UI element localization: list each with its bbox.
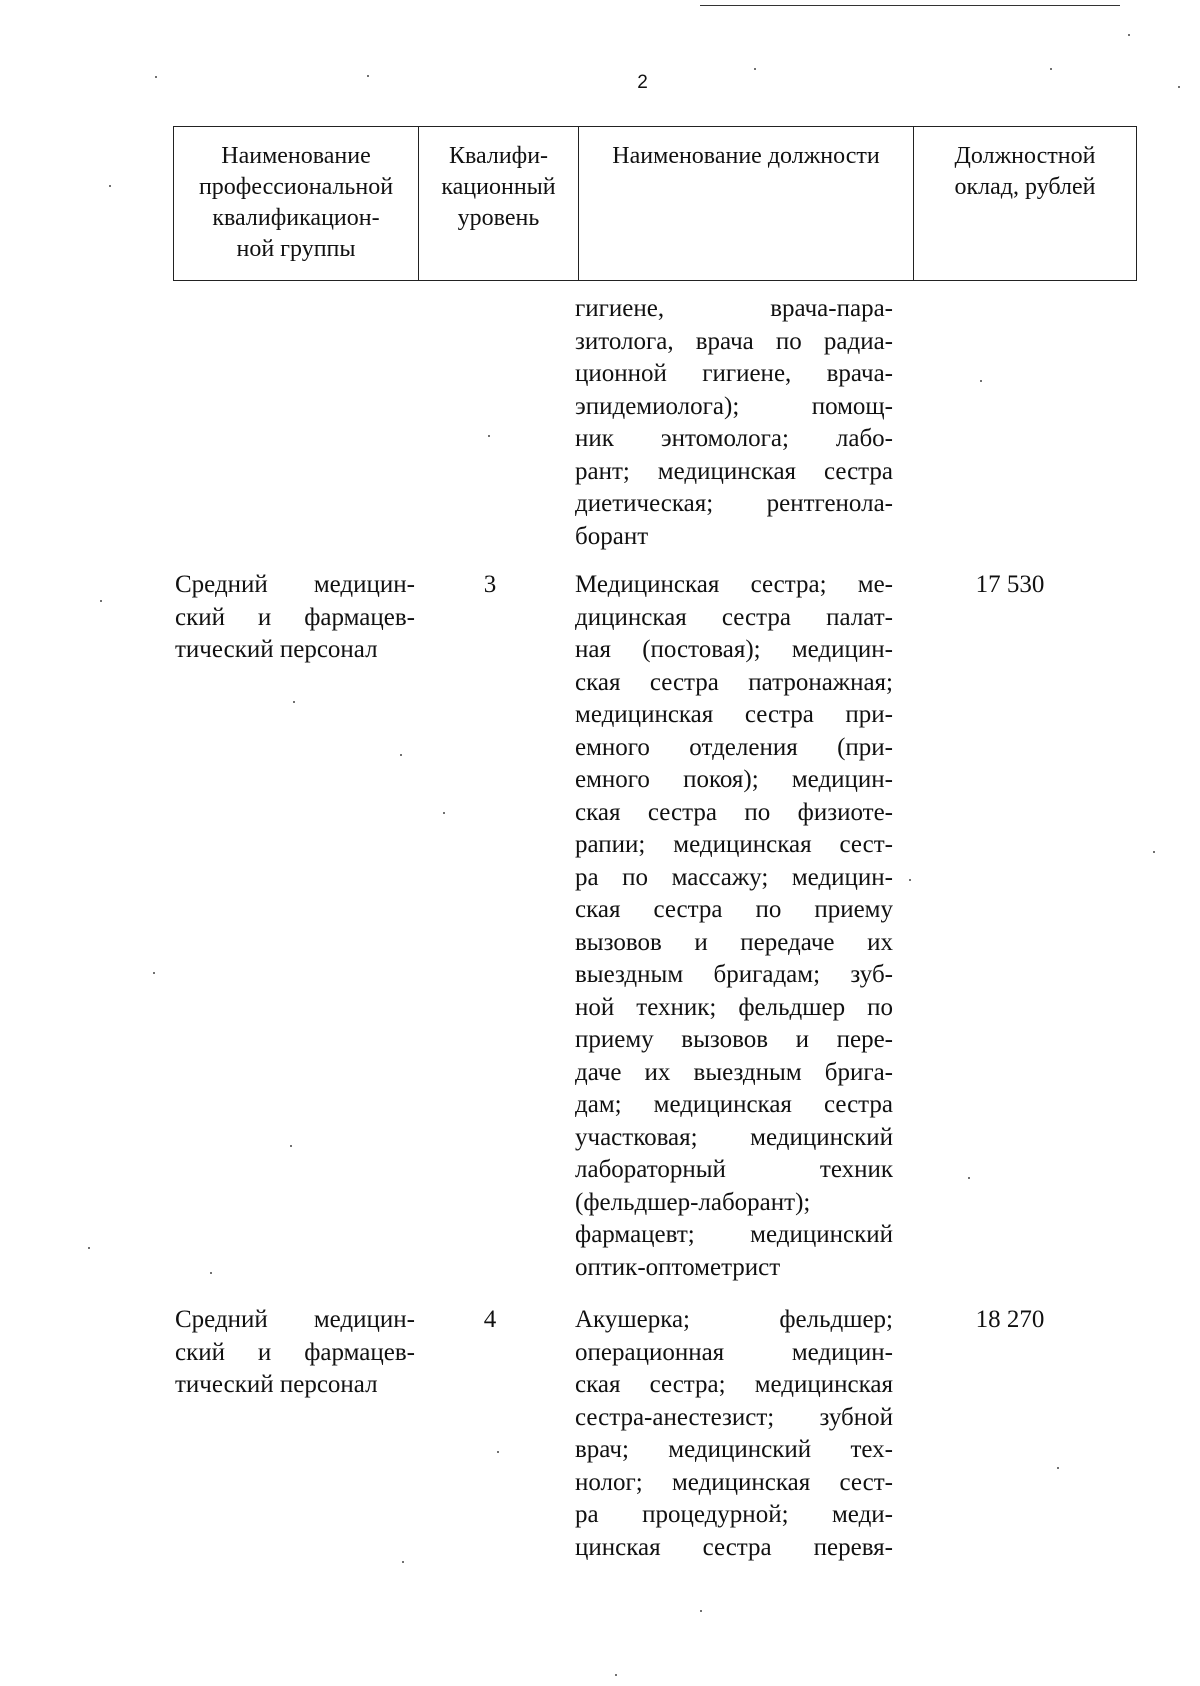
row-3-group: Средний медицин- ский и фармацев- тический персонал	[175, 571, 415, 663]
scan-speck	[290, 1145, 292, 1147]
scan-speck	[497, 1451, 499, 1453]
row-3-level: 3	[483, 571, 497, 598]
scan-speck	[1057, 1467, 1059, 1469]
page-number: 2	[637, 72, 648, 93]
scan-speck	[968, 1177, 970, 1179]
scan-speck	[293, 701, 295, 703]
scan-speck	[615, 1674, 617, 1676]
scan-speck	[1153, 851, 1155, 853]
scan-speck	[210, 1272, 212, 1274]
scan-speck	[367, 75, 369, 77]
top-rule	[700, 5, 1120, 6]
scan-speck	[402, 1561, 404, 1563]
scan-speck	[100, 600, 102, 602]
header-group-name: Наименование профессиональной квалификацион- ной группы	[174, 127, 419, 281]
table-header	[173, 126, 1137, 281]
scan-speck	[443, 812, 445, 814]
row-3-salary: 17 530	[975, 571, 1045, 598]
row-4-level: 4	[483, 1306, 497, 1333]
row-3-positions: Медицинская сестра; ме- дицинская сестра палат- ная (постовая); медицин- ская сестра патронажная; медицинская сестра при- емного отделения (при- емного покоя); медицин- ская сестра по физиоте- рапии; медицинская сест- ра по массажу; медицин- ская сестра по приему вызовов и передаче их выездным бригадам; зуб- ной техник; фельдшер по приему вызовов и пере- даче их выездным брига- дам; медицинская сестра участковая; медицинский лабораторный техник (фельдшер-лаборант); фармацевт; медицинский оптик-оптометрист	[575, 571, 893, 1281]
scan-speck	[488, 435, 490, 437]
continuation-positions: гигиене, врача-пара- зитолога, врача по радиа- ционной гигиене, врача- эпидемиолога); помощ- ник энтомолога; лабо- рант; медицинская сестра диетическая; рентгенола- борант	[575, 295, 893, 550]
row-4-positions: Акушерка; фельдшер; операционная медицин- ская сестра; медицинская сестра-анестезист; зубной врач; медицинский тех- нолог; медицинская сест- ра процедурной; меди- цинская сестра перевя-	[575, 1306, 893, 1561]
scan-speck	[980, 380, 982, 382]
scan-speck	[109, 185, 111, 187]
scan-speck	[754, 68, 756, 70]
scan-speck	[400, 754, 402, 756]
scan-speck	[88, 1247, 90, 1249]
scan-speck	[909, 879, 911, 881]
scan-speck	[1128, 34, 1130, 36]
header-salary: Должностной оклад, рублей	[914, 127, 1137, 281]
header-qualification-level: Квалифи- кационный уровень	[419, 127, 579, 281]
row-4-salary: 18 270	[975, 1306, 1045, 1333]
scan-speck	[155, 76, 157, 78]
scan-speck	[1178, 86, 1180, 88]
scan-speck	[153, 972, 155, 974]
row-4-group: Средний медицин- ский и фармацев- тический персонал	[175, 1306, 415, 1398]
scan-speck	[700, 1610, 702, 1612]
scan-speck	[1050, 68, 1052, 70]
header-position-name: Наименование должности	[579, 127, 914, 281]
